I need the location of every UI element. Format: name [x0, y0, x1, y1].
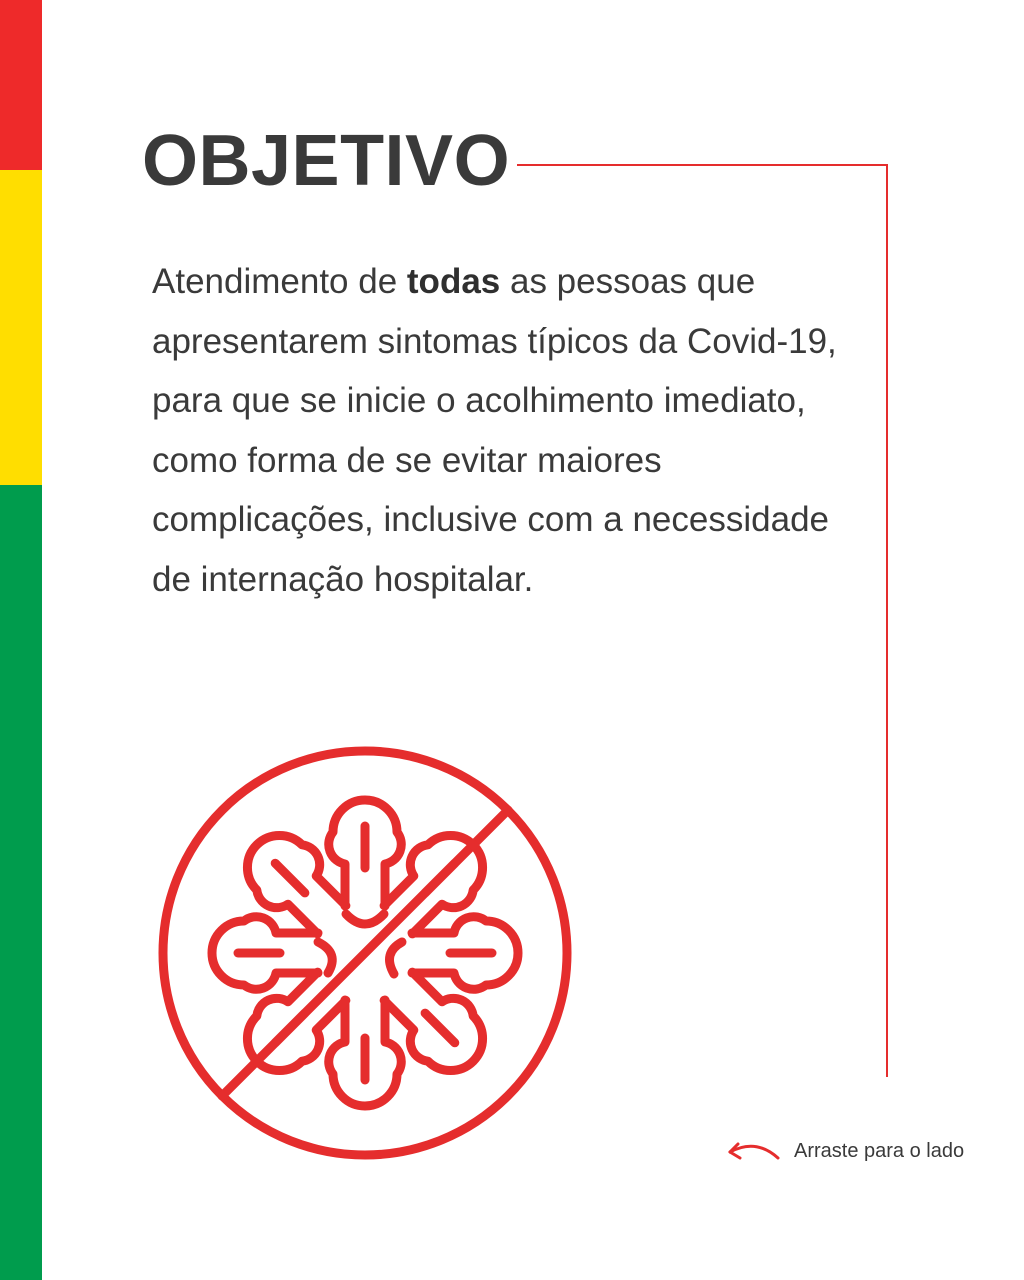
stripe-green [0, 485, 42, 1280]
virus-spike [212, 917, 318, 990]
virus-spike [231, 819, 357, 945]
virus-left-curve [318, 942, 332, 973]
virus-spike [412, 917, 518, 990]
virus-spike [373, 961, 499, 1087]
virus-top-curve [346, 914, 384, 924]
page-title: OBJETIVO [142, 121, 511, 201]
swipe-hint [722, 1134, 964, 1168]
swipe-label: Arraste para o lado [794, 1139, 965, 1162]
objective-text [152, 252, 842, 609]
frame-line-top [517, 164, 888, 166]
virus-spike [329, 800, 402, 906]
bold-word: todas [406, 262, 501, 301]
text-after-bold: as pessoas que apresentarem sintomas típicos da Covid-19, para que se inicie o acolhimento imediato, como forma de se evitar maiores complicações, inclusive com a necessidade de internação hospitalar. [152, 262, 837, 599]
stripe-yellow [0, 170, 42, 485]
frame-line-right [886, 164, 888, 1077]
no-virus-icon [150, 738, 580, 1168]
virus-spike [329, 1000, 402, 1106]
text-before-bold: Atendimento de [152, 262, 407, 301]
stripe-red [0, 0, 42, 170]
virus-right-curve [390, 942, 403, 974]
curved-arrow-left-icon [722, 1134, 782, 1168]
